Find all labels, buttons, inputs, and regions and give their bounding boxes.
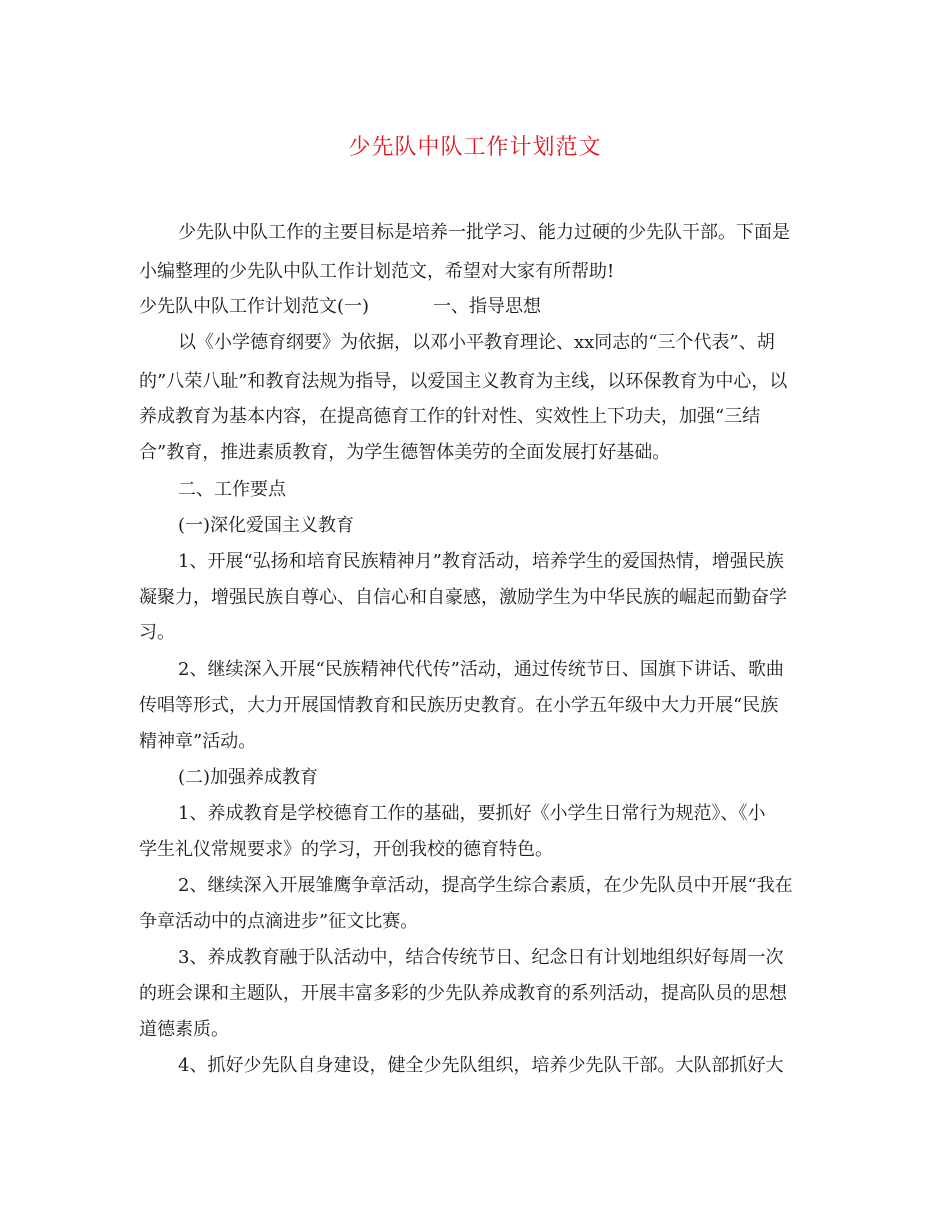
document-title: 少先队中队工作计划范文 [348, 135, 602, 160]
subsection-heading: (一)深化爱国主义教育 [178, 515, 355, 536]
subsection-heading: (二)加强养成教育 [178, 767, 319, 788]
paragraph-line: 的”八荣八耻”和教育法规为指导，以爱国主义教育为主线，以环保教育为中心，以 [139, 371, 788, 392]
paragraph-line: 学生礼仪常规要求》的学习，开创我校的德育特色。 [139, 839, 553, 860]
paragraph-line: 的班会课和主题队，开展丰富多彩的少先队养成教育的系列活动，提高队员的思想 [139, 983, 787, 1004]
paragraph-line: 道德素质。 [139, 1019, 229, 1040]
paragraph-line: 精神章”活动。 [139, 731, 257, 752]
paragraph-line: 合”教育，推进素质教育，为学生德智体美劳的全面发展打好基础。 [139, 442, 671, 463]
paragraph-line: 4、抓好少先队自身建设，健全少先队组织，培养少先队干部。大队部抓好大 [178, 1055, 784, 1076]
paragraph-line: 1、开展“弘扬和培育民族精神月”教育活动，培养学生的爱国热情，增强民族 [178, 551, 784, 572]
paragraph-line: 传唱等形式，大力开展国情教育和民族历史教育。在小学五年级中大力开展“民族 [139, 695, 779, 716]
paragraph-line: 以《小学德育纲要》为依据，以邓小平教育理论、xx同志的“三个代表”、胡 [178, 332, 775, 353]
paragraph-line: 3、养成教育融于队活动中，结合传统节日、纪念日有计划地组织好每周一次 [178, 947, 784, 968]
intro-line-2: 小编整理的少先队中队工作计划范文，希望对大家有所帮助! [139, 261, 615, 282]
paragraph-line: 习。 [139, 622, 175, 643]
paragraph-line: 2、继续深入开展“民族精神代代传”活动，通过传统节日、国旗下讲话、歌曲 [178, 659, 784, 680]
paragraph-line: 1、养成教育是学校德育工作的基础，要抓好《小学生日常行为规范》、《小 [178, 803, 766, 824]
section-heading-row [139, 295, 541, 319]
section-heading: 二、工作要点 [178, 479, 286, 500]
plan-heading: 少先队中队工作计划范文(一) [139, 296, 370, 317]
paragraph-line: 凝聚力，增强民族自尊心、自信心和自豪感，激励学生为中华民族的崛起而勤奋学 [139, 587, 787, 608]
intro-line-1: 少先队中队工作的主要目标是培养一批学习、能力过硬的少先队干部。下面是 [178, 222, 790, 243]
paragraph-line: 养成教育为基本内容，在提高德育工作的针对性、实效性上下功夫，加强“三结 [139, 406, 761, 427]
paragraph-line: 2、继续深入开展雏鹰争章活动，提高学生综合素质，在少先队员中开展“我在 [178, 875, 793, 896]
paragraph-line: 争章活动中的点滴进步”征文比赛。 [139, 911, 419, 932]
guiding-ideology-heading: 一、指导思想 [433, 296, 542, 317]
